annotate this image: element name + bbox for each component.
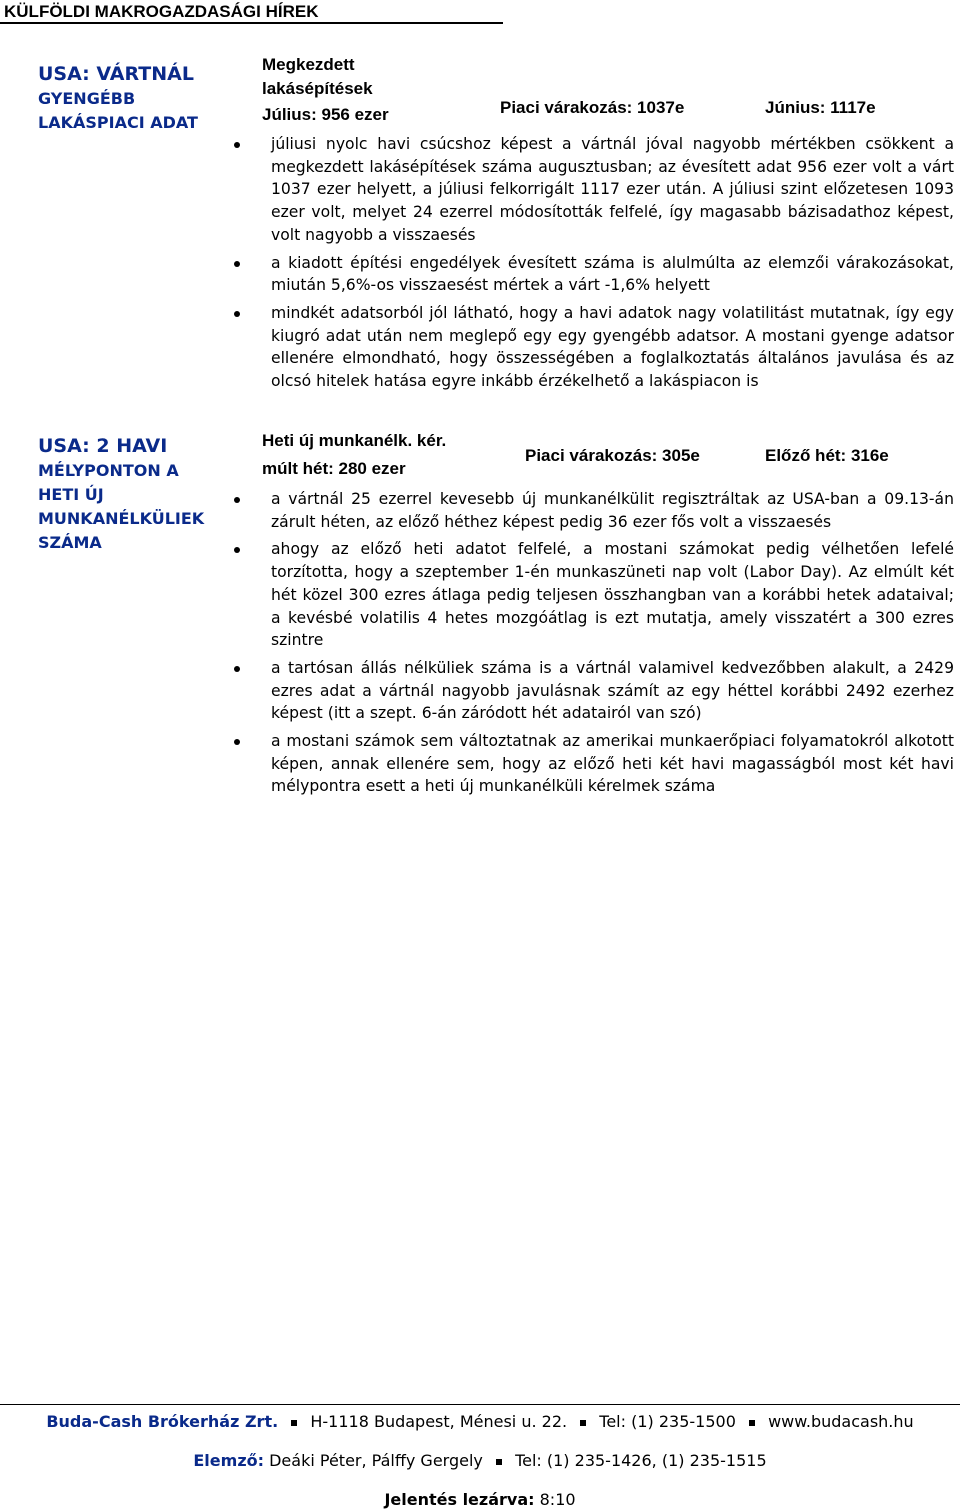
footer-closing-time: 8:10 <box>539 1490 576 1509</box>
section1-sidebar-title <box>38 62 233 135</box>
section1-metric-label-1: Megkezdett <box>262 55 355 74</box>
section2-sidebar-title <box>38 434 233 555</box>
separator-square-icon <box>496 1459 502 1465</box>
footer-company-line <box>0 1411 960 1433</box>
section1-previous: Június: 1117e <box>765 98 876 117</box>
list-item: a tartósan állás nélküliek száma is a vártnál valamivel kedvezőbben alakult, a 2429 ezres adat a vártnál nagyobb javulásnak számít az egy héttel korábbi 2492 ezerhez képest (itt a szept. 6-án záródott hét adatairól van szó) <box>228 657 954 725</box>
footer-closing-label: Jelentés lezárva: <box>384 1490 535 1509</box>
separator-square-icon <box>291 1420 297 1426</box>
footer-address: H-1118 Budapest, Ménesi u. 22. <box>310 1412 568 1431</box>
footer-analyst-label: Elemző: <box>193 1451 265 1470</box>
section2-sidebar-line-5: SZÁMA <box>38 533 102 552</box>
section2-metrics <box>262 430 942 484</box>
section2-sidebar-line-1: USA: 2 HAVI <box>38 435 168 457</box>
separator-square-icon <box>749 1420 755 1426</box>
section2-sidebar-line-3: HETI ÚJ <box>38 485 104 504</box>
section2-previous: Előző hét: 316e <box>765 446 889 465</box>
section2-sidebar-line-2: MÉLYPONTON A <box>38 461 179 480</box>
section1-sidebar-line-2: GYENGÉBB <box>38 89 136 108</box>
list-item: a mostani számok sem változtatnak az amerikai munkaerőpiaci folyamatokról alkotott képen, annak ellenére sem, hogy az előző heti két havi magasságból most két havi mélypontra esett a heti új munkanélküli kérelmek száma <box>228 730 954 798</box>
footer-analysts: Deáki Péter, Pálffy Gergely <box>269 1451 483 1470</box>
footer-analyst-line <box>0 1450 960 1472</box>
section2-bullet-list <box>228 488 954 803</box>
section1-bullet-list <box>228 133 954 398</box>
list-item: júliusi nyolc havi csúcshoz képest a vártnál jóval nagyobb mértékben csökkent a megkezdett lakásépítések száma augusztusban; az évesített adat 956 ezer volt a várt 1037 ezer helyett, a júliusi felkorrigált 1117 ezer után. A júliusi szint előzetesen 1093 ezer volt, melyet 24 ezerrel módosították felfelé, így magasabb bázisadathoz képest, volt nagyobb a visszaesés <box>228 133 954 247</box>
section2-sidebar-line-4: MUNKANÉLKÜLIEK <box>38 509 205 528</box>
section2-expectation: Piaci várakozás: 305e <box>525 446 700 465</box>
footer-analyst-phone: Tel: (1) 235-1426, (1) 235-1515 <box>515 1451 767 1470</box>
list-item: mindkét adatsorból jól látható, hogy a havi adatok nagy volatilitást mutatnak, így egy kiugró adat után nem meglepő egy egy gyengébb adatsor. A mostani gyenge adatsor ellenére elmondható, hogy összességében a foglalkoztatás általános javulása és az olcsó hitelek hatása egyre inkább érzékelhető a lakáspiacon is <box>228 302 954 393</box>
list-item: ahogy az előző heti adatot felfelé, a mostani számokat pedig vélhetően lefelé torzította, hogy a szeptember 1-én munkaszüneti nap volt (Labor Day). Az elmúlt két hét közel 300 ezres átlaga pedig teljesen összhangban van a korábbi hetek adataival; a kevésbé volatilis 4 hetes mozgóátlag is ezt mutatja, amely visszatért a 300 ezres szintre <box>228 538 954 652</box>
page-header: KÜLFÖLDI MAKROGAZDASÁGI HÍREK <box>0 0 503 24</box>
section2-metric-value: múlt hét: 280 ezer <box>262 459 406 478</box>
section2-metric-label: Heti új munkanélk. kér. <box>262 431 447 450</box>
list-item: a vártnál 25 ezerrel kevesebb új munkanélkülit regisztráltak az USA-ban a 09.13-án zárult héten, az előző héthez képest pedig 36 ezer fős volt a visszaesés <box>228 488 954 533</box>
section1-expectation: Piaci várakozás: 1037e <box>500 98 685 117</box>
section1-metrics <box>262 54 942 126</box>
section1-metric-value: Július: 956 ezer <box>262 105 389 124</box>
footer-closing-line <box>0 1489 960 1511</box>
footer-divider <box>0 1404 960 1405</box>
section1-metric-label-2: lakásépítések <box>262 79 373 98</box>
list-item: a kiadott építési engedélyek évesített száma is alulmúlta az elemzői várakozásokat, miután 5,6%-os visszaesést mértek a várt -1,6% helyett <box>228 252 954 297</box>
section1-sidebar-line-1: USA: VÁRTNÁL <box>38 63 194 85</box>
footer-website[interactable]: www.budacash.hu <box>768 1412 914 1431</box>
footer-phone: Tel: (1) 235-1500 <box>599 1412 736 1431</box>
footer-company: Buda-Cash Brókerház Zrt. <box>46 1412 279 1431</box>
section1-sidebar-line-3: LAKÁSPIACI ADAT <box>38 113 198 132</box>
separator-square-icon <box>580 1420 586 1426</box>
